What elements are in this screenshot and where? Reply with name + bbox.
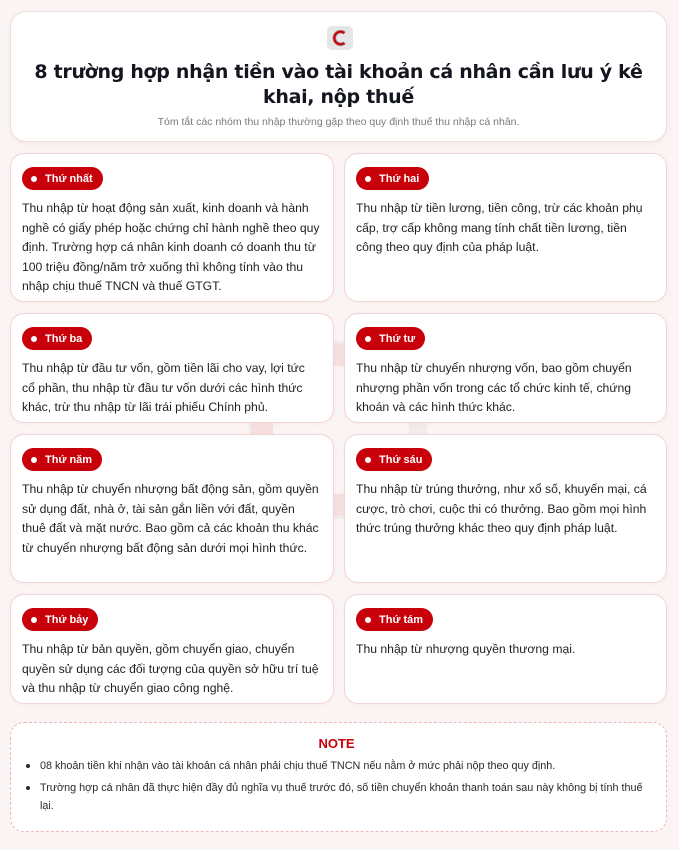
page-subtitle: Tóm tắt các nhóm thu nhập thường gặp theo quy định thuế thu nhập cá nhân. (157, 116, 520, 128)
case-text: Thu nhập từ chuyển nhượng vốn, bao gồm chuyển nhượng phần vốn trong các tổ chức kinh tế, chứng khoán và các hình thức khác. (356, 361, 632, 414)
dot-icon (365, 336, 371, 342)
case-badge: Thứ tư (356, 327, 425, 350)
brand-logo (327, 26, 353, 50)
note-box (10, 722, 667, 832)
case-card-7 (10, 594, 334, 704)
bullet-icon (26, 764, 30, 768)
dot-icon (365, 617, 371, 623)
cases-grid (10, 153, 667, 704)
case-badge: Thứ nhất (22, 167, 103, 190)
c-logo-icon (331, 29, 349, 47)
case-badge: Thứ tám (356, 608, 433, 631)
page-title: 8 trường hợp nhận tiền vào tài khoản cá nhân cần lưu ý kê khai, nộp thuế (34, 61, 643, 108)
dot-icon (31, 176, 37, 182)
bullet-icon (26, 786, 30, 790)
dot-icon (365, 457, 371, 463)
case-text: Thu nhập từ đầu tư vốn, gồm tiền lãi cho vay, lợi tức cổ phần, thu nhập từ đầu tư vốn dưới các hình thức khác, trừ thu nhập từ lãi trái phiếu Chính phủ. (22, 361, 305, 414)
dot-icon (31, 336, 37, 342)
case-badge: Thứ sáu (356, 448, 432, 471)
header-card (10, 11, 667, 142)
case-text: Thu nhập từ nhượng quyền thương mại. (356, 642, 576, 656)
case-badge: Thứ ba (22, 327, 92, 350)
dot-icon (31, 617, 37, 623)
case-card-6 (344, 434, 667, 583)
dot-icon (31, 457, 37, 463)
case-card-5 (10, 434, 334, 583)
case-text: Thu nhập từ tiền lương, tiền công, trừ các khoản phụ cấp, trợ cấp không mang tính chất tiền lương, tiền công theo quy định của pháp luật. (356, 201, 643, 254)
note-item: 08 khoản tiền khi nhận vào tài khoản cá nhân phải chịu thuế TNCN nếu nằm ở mức phải nộp theo quy định. (23, 757, 650, 775)
case-card-4 (344, 313, 667, 423)
case-card-1 (10, 153, 334, 302)
case-badge: Thứ năm (22, 448, 102, 471)
case-badge: Thứ bảy (22, 608, 98, 631)
note-item: Trường hợp cá nhân đã thực hiện đầy đủ nghĩa vụ thuế trước đó, số tiền chuyển khoản thanh toán sau này không bị tính thuế lại. (23, 779, 650, 815)
case-text: Thu nhập từ bản quyền, gồm chuyển giao, chuyển quyền sử dụng các đối tượng của quyền sở hữu trí tuệ và thu nhập từ chuyển giao công nghệ. (22, 642, 319, 695)
note-title: NOTE (318, 736, 355, 751)
case-card-3 (10, 313, 334, 423)
case-badge: Thứ hai (356, 167, 429, 190)
case-text: Thu nhập từ trúng thưởng, như xổ số, khuyến mại, cá cược, trò chơi, cuộc thi có thưởng. Bao gồm mọi hình thức trúng thưởng khác theo quy định pháp luật. (356, 482, 647, 535)
note-list (23, 757, 650, 815)
case-card-8 (344, 594, 667, 704)
dot-icon (365, 176, 371, 182)
case-card-2 (344, 153, 667, 302)
case-text: Thu nhập từ hoạt động sản xuất, kinh doanh và hành nghề có giấy phép hoặc chứng chỉ hành nghề theo quy định. Trường hợp cá nhân kinh doanh có doanh thu từ 100 triệu đồng/năm trở xuống thì không tính vào thu nhập chịu thuế TNCN và thuế GTGT. (22, 201, 320, 293)
case-text: Thu nhập từ chuyển nhượng bất động sản, gồm quyền sử dụng đất, nhà ở, tài sản gắn liền với đất, quyền thuê đất và mặt nước. Bao gồm cả các khoản thu khác từ chuyển nhượng bất động sản dưới mọi hình thức. (22, 482, 319, 555)
